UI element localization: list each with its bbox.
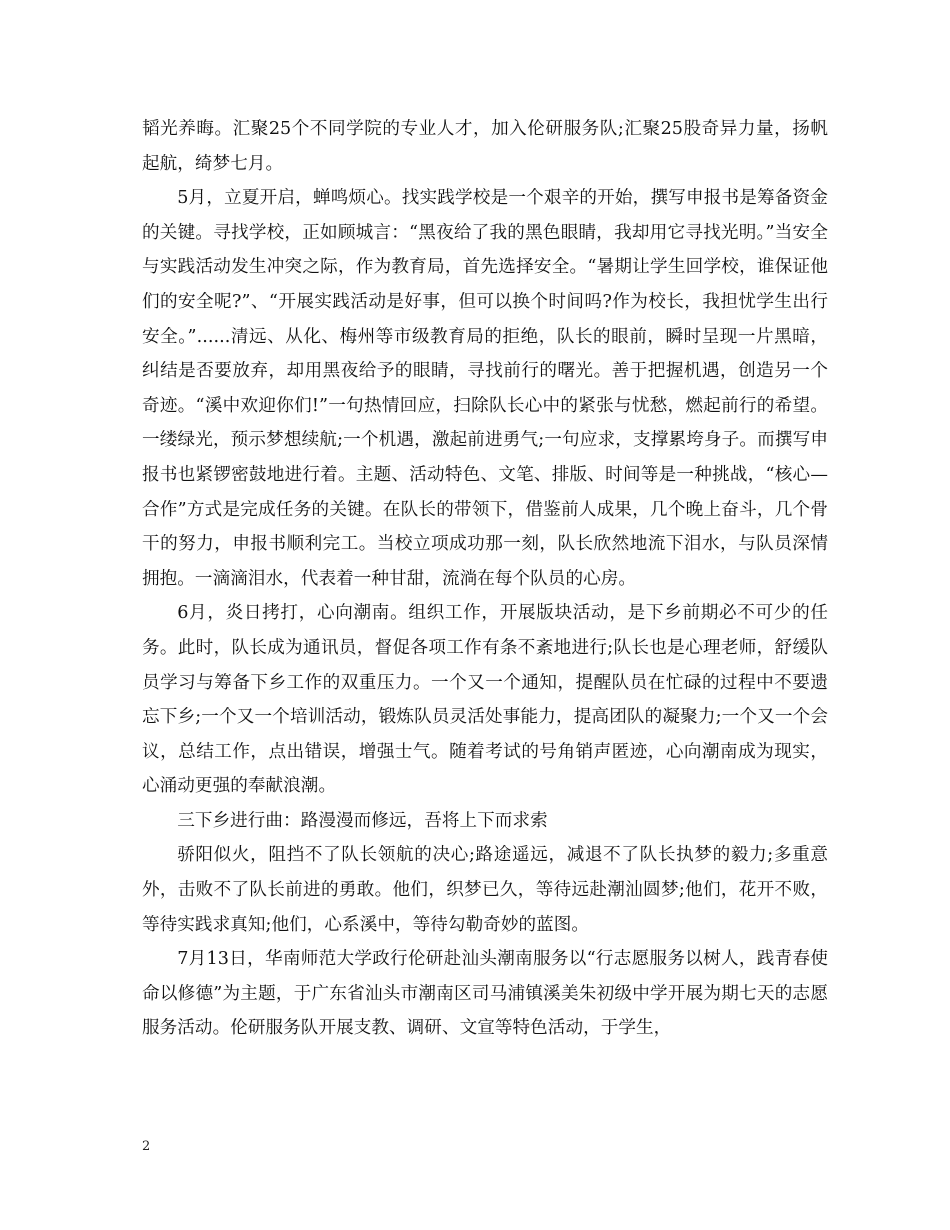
paragraph-4: 骄阳似火，阻挡不了队长领航的决心;路途遥远，减退不了队长执梦的毅力;多重意外，击败不了队长前进的勇敢。他们，织梦已久，等待远赴潮汕圆梦;他们，花开不败，等待实践求真知;他们，心系溪中，等待勾勒奇妙的蓝图。 [142,845,828,935]
paragraph-2: 5月，立夏开启，蝉鸣烦心。找实践学校是一个艰辛的开始，撰写申报书是筹备资金的关键。寻找学校，正如顾城言：“黑夜给了我的黑色眼睛，我却用它寻找光明。”当安全与实践活动发生冲突之际，作为教育局，首先选择安全。“暑期让学生回学校，谁保证他们的安全呢?”、“开展实践活动是好事，但可以换个时间吗?作为校长，我担忧学生出行安全。”......清远、从化、梅州等市级教育局的拒绝，队长的眼前，瞬时呈现一片黑暗，纠结是否要放弃，却用黑夜给予的眼睛，寻找前行的曙光。善于把握机遇，创造另一个奇迹。“溪中欢迎你们!”一句热情回应，扫除队长心中的紧张与忧愁，燃起前行的希望。一缕绿光，预示梦想续航;一个机遇，激起前进勇气;一句应求，支撑累垮身子。而撰写申报书也紧锣密鼓地进行着。主题、活动特色、文笔、排版、时间等是一种挑战，“核心—合作”方式是完成任务的关键。在队长的带领下，借鉴前人成果，几个晚上奋斗，几个骨干的努力，申报书顺利完工。当校立项成功那一刻，队长欣然地流下泪水，与队员深情拥抱。一滴滴泪水，代表着一种甘甜，流淌在每个队员的心房。 [142,188,828,589]
paragraph-1: 韬光养晦。汇聚25个不同学院的专业人才，加入伦研服务队;汇聚25股奇异力量，扬帆起航，绮梦七月。 [142,119,828,174]
section-heading: 三下乡进行曲：路漫漫而修远，吾将上下而求索 [177,810,548,831]
paragraph-5: 7月13日，华南师范大学政行伦研赴汕头潮南服务以“行志愿服务以树人，践青春使命以修德”为主题，于广东省汕头市潮南区司马浦镇溪美朱初级中学开展为期七天的志愿服务活动。伦研服务队开展支教、调研、文宣等特色活动，于学生， [142,949,828,1039]
page-number: 2 [142,1139,151,1154]
document-body [142,112,828,1046]
paragraph-3: 6月，炎日拷打，心向潮南。组织工作，开展版块活动，是下乡前期必不可少的任务。此时，队长成为通讯员，督促各项工作有条不紊地进行;队长也是心理老师，舒缓队员学习与筹备下乡工作的双重压力。一个又一个通知，提醒队员在忙碌的过程中不要遗忘下乡;一个又一个培训活动，锻炼队员灵活处事能力，提高团队的凝聚力;一个又一个会议，总结工作，点出错误，增强士气。随着考试的号角销声匿迹，心向潮南成为现实，心涌动更强的奉献浪潮。 [142,603,828,797]
